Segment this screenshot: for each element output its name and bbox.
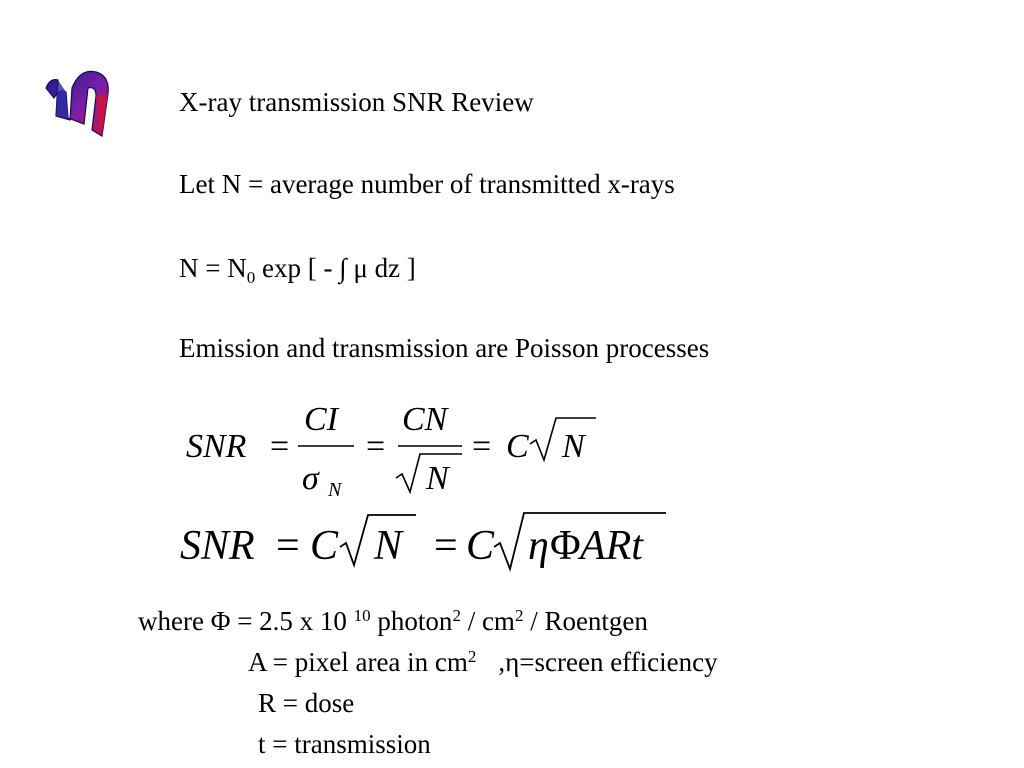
eq1-snr: SNR (186, 428, 247, 465)
where-area-text: A = pixel area in cm (248, 647, 468, 677)
slide-title: X-ray transmission SNR Review (179, 87, 534, 117)
definition-line: Let N = average number of transmitted x-rays (179, 169, 675, 199)
eq1-num1: CI (304, 401, 338, 438)
where-area-line (248, 646, 718, 678)
eq2-snr: SNR (180, 523, 255, 569)
where-cm-sup: 2 (514, 606, 524, 625)
eq2-root1: N (374, 523, 403, 569)
eq2-equals-2: = (434, 523, 458, 569)
eq1-root: N (562, 428, 585, 465)
eq1-equals-1: = (270, 428, 290, 465)
eq1-equals-2: = (366, 428, 386, 465)
eq1-sigma: σ (302, 460, 319, 497)
where-phi-line (138, 605, 648, 637)
eq2-eta: η (528, 523, 549, 569)
where-roentgen: / Roentgen (523, 606, 648, 636)
where-eta-text: ,η=screen efficiency (498, 647, 718, 677)
where-phi-exponent: 10 (353, 606, 371, 625)
attenuation-equation (179, 252, 416, 287)
eq2-c2: C (466, 523, 495, 569)
where-cm: / cm (460, 606, 515, 636)
eq2-equals-1: = (276, 523, 300, 569)
eq1-c: C (506, 428, 529, 465)
eta-logo-icon (40, 58, 116, 142)
eq2-phi: Φ (550, 523, 581, 569)
eq2-rest: ARt (580, 523, 643, 569)
snr-equation-1 (180, 392, 620, 512)
poisson-statement: Emission and transmission are Poisson processes (179, 333, 710, 363)
where-dose-line: R = dose (258, 688, 355, 718)
eq1-equals-3: = (472, 428, 492, 465)
eq-subscript: 0 (246, 268, 256, 287)
eq1-den2: N (426, 460, 449, 497)
eq1-sigma-sub: N (328, 479, 342, 501)
where-phi-text: where Φ = 2.5 x 10 (138, 606, 354, 636)
where-area-sup: 2 (467, 647, 477, 666)
eq-lhs: N = N (179, 253, 247, 283)
where-photon-sup: 2 (452, 606, 461, 625)
eq2-c1: C (310, 523, 339, 569)
where-transmission-line: t = transmission (258, 729, 431, 759)
eq1-num2: CN (402, 401, 448, 438)
snr-equation-2 (176, 505, 676, 585)
where-photon: photon (370, 606, 453, 636)
eq-rhs: exp [ - ∫ μ dz ] (255, 253, 416, 283)
